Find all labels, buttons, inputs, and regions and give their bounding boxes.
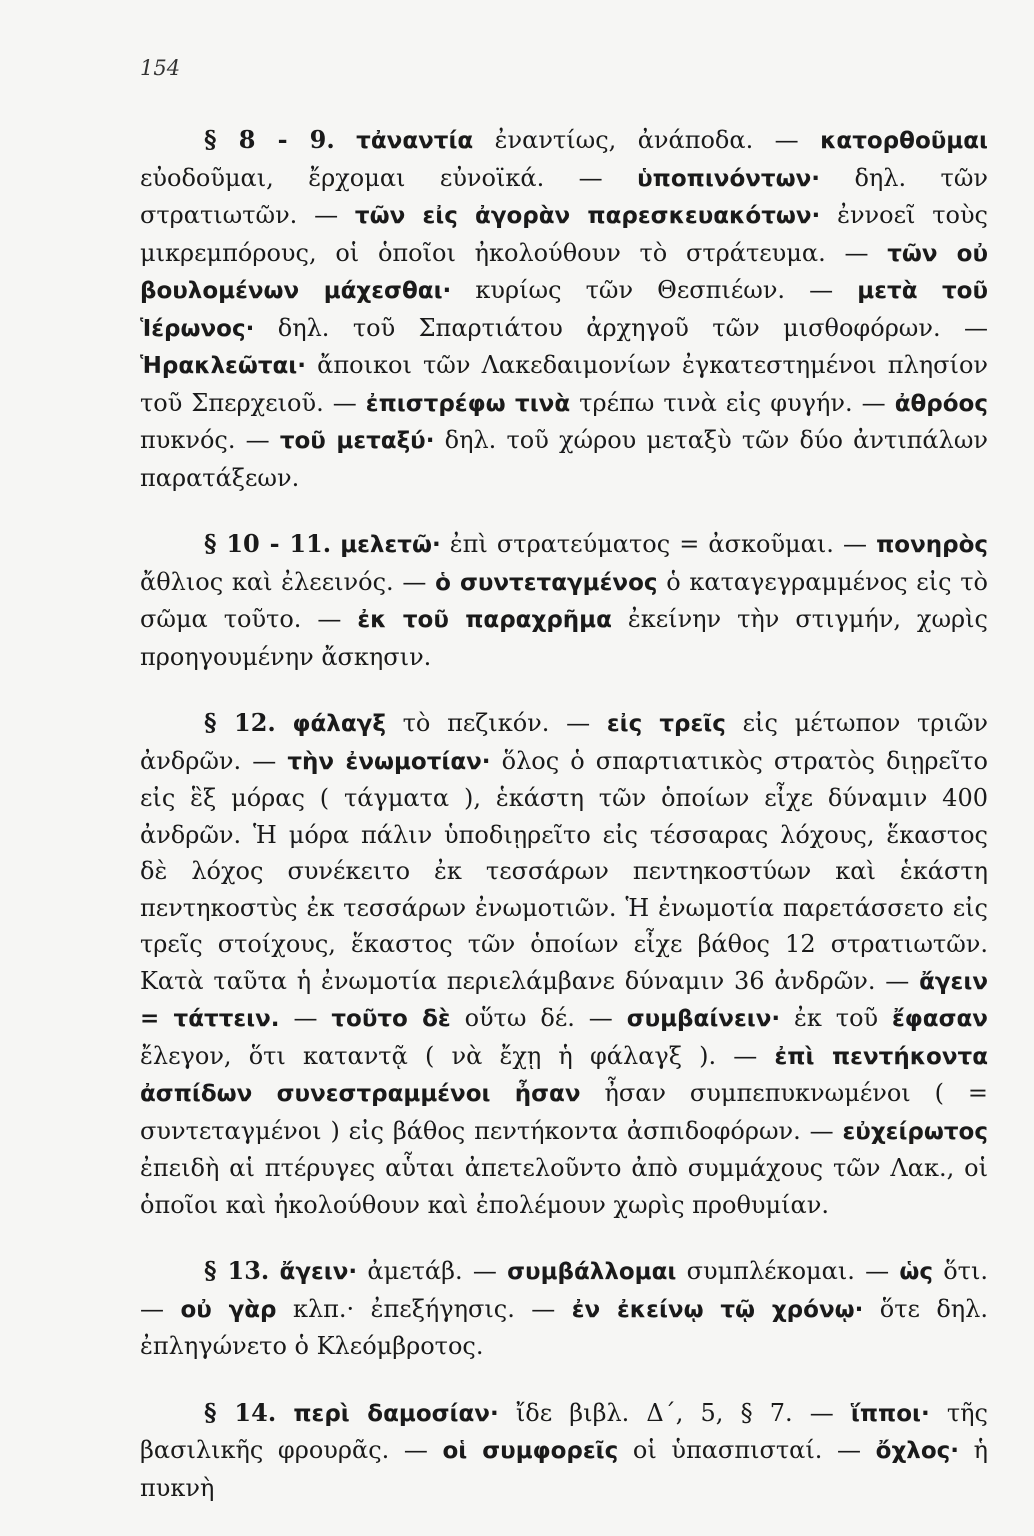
lemma-term: μετὰ τοῦ Ἱέρωνος· [140,278,989,342]
gloss-text: ὅτι. — [140,1257,988,1323]
lemma-term: Ἡρακλεῶται· [140,353,307,379]
gloss-text: συμπλέκομαι. — [676,1257,900,1285]
lemma-term: οὐ γὰρ [180,1296,277,1323]
lemma-term: οἱ συμφορεῖς [442,1438,619,1464]
lemma-term: τοῦ μεταξύ· [279,428,435,454]
section-marker: § 14. [204,1397,277,1427]
lemma-term: ἵπποι· [850,1400,930,1427]
gloss-text: ἐκείνην τὴν στιγμήν, χωρὶς προηγουμένην ἄσκησιν. [140,605,988,671]
gloss-text: — [279,1004,332,1032]
page-number: 154 [140,56,181,80]
lemma-term: ἐν ἐκείνῳ τῷ χρόνῳ· [571,1296,864,1323]
gloss-text: ἔλεγον, ὅτι καταντᾷ ( νὰ ἔχῃ ἡ φάλαγξ ). — [140,1041,775,1070]
paragraph-section-13 [140,1253,988,1365]
gloss-text: ἴδε βιβλ. Δ΄, 5, § 7. — [498,1398,851,1427]
gloss-text: ὅλος ὁ σπαρτιατικὸς στρατὸς διῃρεῖτο εἰς ἓξ μόρας ( τάγματα ), ἑκάστη τῶν ὁποίων εἶχε δύναμιν 400 ἀνδρῶν. Ἡ μόρα πάλιν ὑποδιῃρεῖτο εἰς τέσσαρας λόχους, ἕκαστος δὲ λόχος συνέκειτο ἐκ τεσσάρων πεντηκοστύων καὶ ἑκάστη πεντηκοστὺς ἐκ τεσσάρων ἐνωμοτιῶν. Ἡ ἐνωμοτία παρετάσσετο εἰς τρεῖς στοίχους, ἕκαστος τῶν ὁποίων εἶχε βάθος 12 στρατιωτῶν. Κατὰ ταῦτα ἡ ἐνωμοτία περιελάμβανε δύναμιν 36 ἀνδρῶν. — [140,746,988,995]
lemma-term: συμβάλλομαι [507,1259,677,1285]
gloss-text: τῆς βασιλικῆς φρουρᾶς. — [140,1398,988,1464]
lemma-term: τῶν οὐ βουλομένων μάχεσθαι· [140,240,988,304]
lemma-term: ἄγειν = τάττειν. [140,968,988,1032]
lemma-term: φάλαγξ [292,711,386,737]
gloss-text: ἐκ τοῦ [780,1004,892,1032]
gloss-text: εὐοδοῦμαι, ἔρχομαι εὐνοϊκά. — [140,163,638,192]
gloss-text: οἱ ὑπασπισταί. — [618,1436,876,1464]
gloss-text: κλπ.· ἐπεξήγησις. — [276,1294,572,1323]
gloss-text: ἐννοεῖ τοὺς μικρεμπόρους, οἱ ὁποῖοι ἠκολούθουν τὸ στράτευμα. — [140,201,989,267]
lemma-term: ἐπιστρέφω τινὰ [365,390,571,417]
lemma-term: μελετῶ· [340,532,441,558]
lemma-term: ὁ συντεταγμένος [435,569,658,596]
lemma-term: ἀθρόος [894,390,988,417]
lemma-term: εἰς τρεῖς [606,711,726,737]
gloss-text: δηλ. τοῦ Σπαρτιάτου ἀρχηγοῦ τῶν μισθοφόρων. — [254,313,988,342]
lemma-term: ἐκ τοῦ παραχρῆμα [357,607,612,633]
section-marker: § 10 - 11. [204,529,332,558]
lemma-term: κατορθοῦμαι [820,128,988,154]
gloss-text: ἦσαν συμπεπυκνωμένοι ( = συντεταγμένοι ) εἰς βάθος πεντήκοντα ἀσπιδοφόρων. — [140,1079,989,1145]
section-marker: § 8 - 9. [204,125,335,154]
gloss-text: τὸ πεζικόν. — [385,709,607,737]
gloss-text: ὅτε δηλ. ἐπληγώνετο ὁ Κλεόμβροτος. [140,1294,989,1360]
gloss-text: ἐπὶ στρατεύματος = ἀσκοῦμαι. — [440,530,877,558]
gloss-text: ἐναντίως, ἀνάποδα. — [473,126,821,154]
gloss-text: ἀμετάβ. — [357,1257,508,1285]
lemma-term: ἄγειν· [279,1259,358,1285]
gloss-text: ἄποικοι τῶν Λακεδαιμονίων ἐγκατεστημένοι πλησίον τοῦ Σπερχειοῦ. — [140,351,988,417]
gloss-text: κυρίως τῶν Θεσπιέων. — [451,276,858,304]
gloss-text: εἰς μέτωπον τριῶν ἀνδρῶν. — [140,709,988,775]
gloss-text: ἡ πυκνὴ [140,1436,989,1502]
lemma-term: τἀναντία [356,128,474,154]
gloss-text: ὁ καταγεγραμμένος εἰς τὸ σῶμα τοῦτο. — [140,567,989,633]
gloss-text: ἄθλιος καὶ ἐλεεινός. — [140,567,436,596]
paragraph-section-10-11 [140,526,988,675]
lemma-term: ἔφασαν [892,1006,988,1032]
lemma-term: τὴν ἐνωμοτίαν· [287,748,491,775]
lemma-term: περὶ δαμοσίαν· [293,1400,499,1427]
section-marker: § 12. [204,708,276,737]
gloss-text: δηλ. τῶν στρατιωτῶν. — [140,163,988,229]
lemma-term: ὄχλος· [875,1438,960,1464]
lemma-term: πονηρὸς [876,532,989,558]
paragraph-section-14 [140,1395,988,1507]
lemma-term: ὑποπινόντων· [637,165,820,192]
gloss-text: τρέπω τινὰ εἰς φυγήν. — [570,388,895,417]
lemma-term: συμβαίνειν· [626,1006,781,1032]
paragraph-section-12 [140,705,988,1223]
paragraph-section-8-9 [140,122,988,496]
lemma-term: τῶν εἰς ἀγορὰν παρεσκευακότων· [354,203,821,229]
lemma-term: ἐπὶ πεντήκοντα ἀσπίδων συνεστραμμένοι ἦσαν [140,1043,988,1107]
lemma-term: εὐχείρωτος [842,1118,988,1145]
commentary-text [140,122,988,1536]
gloss-text: ἐπειδὴ αἱ πτέρυγες αὗται ἀπετελοῦντο ἀπὸ συμμάχους τῶν Λακ., οἱ ὁποῖοι καὶ ἠκολούθουν καὶ ἐπολέμουν χωρὶς προθυμίαν. [140,1154,988,1219]
lemma-term: τοῦτο δὲ [331,1006,451,1032]
lemma-term: ὡς [899,1259,933,1285]
gloss-text: πυκνός. — [140,426,280,454]
section-marker: § 13. [204,1256,270,1285]
gloss-text: οὕτω δέ. — [450,1004,627,1032]
gloss-text: δηλ. τοῦ χώρου μεταξὺ τῶν δύο ἀντιπάλων παρατάξεων. [140,426,989,492]
